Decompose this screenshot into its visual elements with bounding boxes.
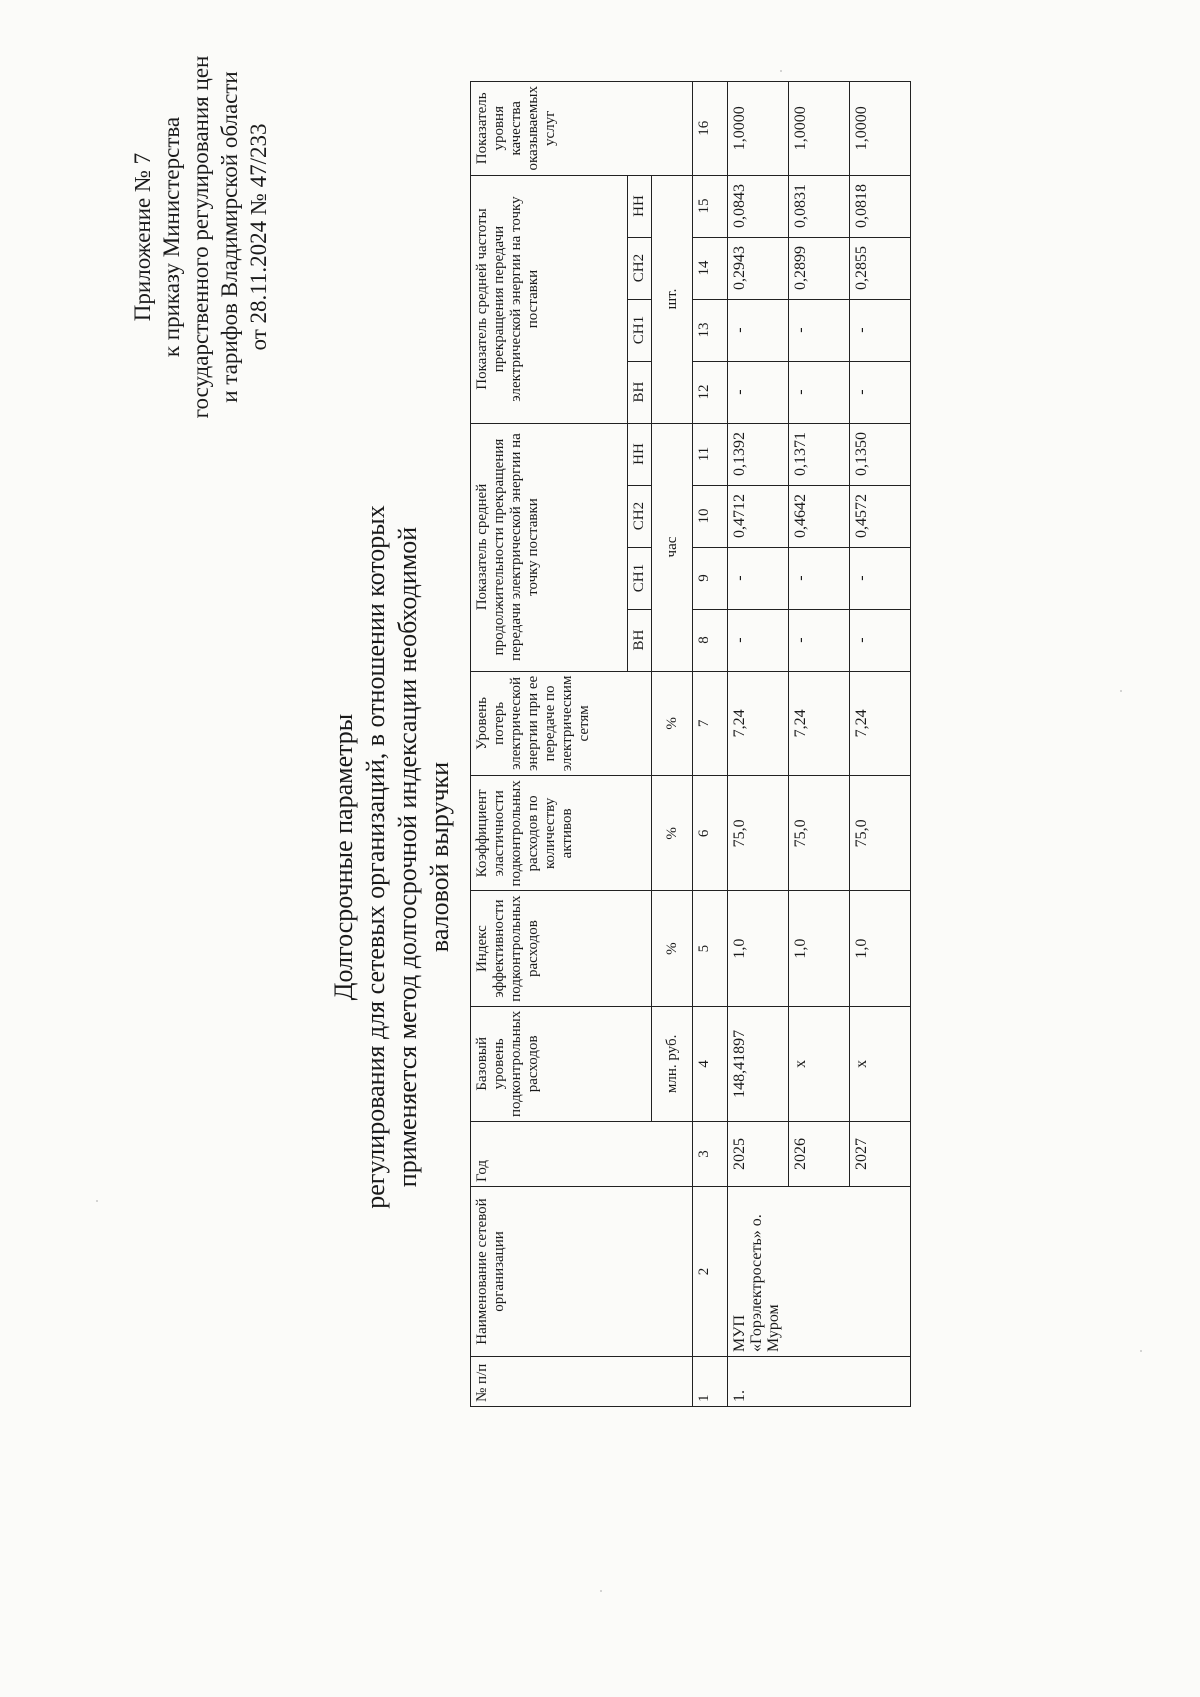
- org-name: МУП «Горэлектросеть» о. Муром: [728, 1187, 911, 1357]
- col-number: 15: [693, 175, 728, 237]
- col-number: 9: [693, 547, 728, 609]
- cell-loss: 7,24: [728, 671, 789, 776]
- title-line-3: применяется метод долгосрочной индексации необходимой: [393, 526, 422, 1188]
- title-line-2: регулирования для сетевых организаций, в отношении которых: [361, 505, 390, 1209]
- cell-coef: 75,0: [728, 776, 789, 891]
- col-number: 1: [693, 1357, 728, 1407]
- cell-freq-nn: 0,0831: [789, 175, 850, 237]
- cell-dur-sn2: 0,4572: [850, 485, 911, 547]
- cell-dur-sn1: -: [850, 547, 911, 609]
- cell-freq-vn: -: [728, 361, 789, 423]
- unit-index: %: [652, 891, 693, 1006]
- cell-freq-vn: -: [789, 361, 850, 423]
- unit-frequency: шт.: [652, 175, 693, 423]
- cell-quality: 1,0000: [728, 82, 789, 175]
- col-number: 13: [693, 299, 728, 361]
- table-row: [728, 82, 789, 1407]
- appendix-line-5: от 28.11.2024 № 47/233: [246, 123, 271, 351]
- cell-dur-vn: -: [728, 609, 789, 671]
- cell-index: 1,0: [789, 891, 850, 1006]
- cell-freq-sn2: 0,2855: [850, 237, 911, 299]
- cell-freq-sn1: -: [789, 299, 850, 361]
- cell-freq-vn: -: [850, 361, 911, 423]
- col-number: 11: [693, 423, 728, 485]
- appendix-line-2: к приказу Министерства: [159, 116, 184, 358]
- cell-dur-nn: 0,1392: [728, 423, 789, 485]
- appendix-line-3: государственного регулирования цен: [188, 55, 213, 419]
- title-line-4: валовой выручки: [425, 761, 454, 953]
- cell-coef: 75,0: [850, 776, 911, 891]
- header-frequency: Показатель средней частоты прекращения передачи электрической энергии на точку поставки: [471, 175, 628, 423]
- cell-base: x: [850, 1006, 911, 1121]
- cell-dur-sn2: 0,4642: [789, 485, 850, 547]
- unit-duration: час: [652, 423, 693, 671]
- parameters-table: [470, 81, 911, 1407]
- cell-freq-sn1: -: [728, 299, 789, 361]
- col-number: 8: [693, 609, 728, 671]
- cell-loss: 7,24: [850, 671, 911, 776]
- cell-year: 2026: [789, 1122, 850, 1187]
- header-num: № п/п: [471, 1357, 693, 1407]
- cell-loss: 7,24: [789, 671, 850, 776]
- cell-dur-nn: 0,1371: [789, 423, 850, 485]
- cell-freq-nn: 0,0843: [728, 175, 789, 237]
- cell-dur-sn1: -: [789, 547, 850, 609]
- voltage-sn1: СН1: [628, 299, 652, 361]
- title-line-1: Долгосрочные параметры: [329, 713, 358, 1001]
- col-number: 6: [693, 776, 728, 891]
- col-number: 10: [693, 485, 728, 547]
- appendix-line-1: Приложение № 7: [130, 152, 155, 322]
- cell-freq-sn1: -: [850, 299, 911, 361]
- cell-index: 1,0: [728, 891, 789, 1006]
- cell-quality: 1,0000: [850, 82, 911, 175]
- col-number: 16: [693, 82, 728, 175]
- header-year: Год: [471, 1122, 693, 1187]
- cell-dur-sn1: -: [728, 547, 789, 609]
- cell-freq-sn2: 0,2899: [789, 237, 850, 299]
- col-number: 5: [693, 891, 728, 1006]
- voltage-vn: ВН: [628, 609, 652, 671]
- header-loss: Уровень потерь электрической энергии при ее передаче по электрическим сетям: [471, 671, 652, 776]
- cell-dur-vn: -: [789, 609, 850, 671]
- cell-index: 1,0: [850, 891, 911, 1006]
- cell-year: 2025: [728, 1122, 789, 1187]
- voltage-sn2: СН2: [628, 485, 652, 547]
- appendix-line-4: и тарифов Владимирской области: [217, 71, 242, 403]
- unit-base: млн. руб.: [652, 1006, 693, 1121]
- cell-base: 148,41897: [728, 1006, 789, 1121]
- header-base: Базовый уровень подконтрольных расходов: [471, 1006, 652, 1121]
- unit-coef: %: [652, 776, 693, 891]
- col-number: 4: [693, 1006, 728, 1121]
- cell-year: 2027: [850, 1122, 911, 1187]
- column-number-row: [693, 82, 728, 1407]
- unit-loss: %: [652, 671, 693, 776]
- voltage-nn: НН: [628, 423, 652, 485]
- voltage-nn: НН: [628, 175, 652, 237]
- cell-freq-sn2: 0,2943: [728, 237, 789, 299]
- cell-dur-nn: 0,1350: [850, 423, 911, 485]
- voltage-sn2: СН2: [628, 237, 652, 299]
- appendix-block: [128, 27, 273, 447]
- cell-base: x: [789, 1006, 850, 1121]
- header-name: Наименование сетевой организации: [471, 1187, 693, 1357]
- col-number: 7: [693, 671, 728, 776]
- col-number: 12: [693, 361, 728, 423]
- cell-dur-sn2: 0,4712: [728, 485, 789, 547]
- col-number: 14: [693, 237, 728, 299]
- col-number: 3: [693, 1122, 728, 1187]
- voltage-vn: ВН: [628, 361, 652, 423]
- header-coef: Коэффициент эластичности подконтрольных расходов по количеству активов: [471, 776, 652, 891]
- cell-dur-vn: -: [850, 609, 911, 671]
- org-num: 1.: [728, 1357, 911, 1407]
- header-row: [471, 82, 628, 1407]
- cell-coef: 75,0: [789, 776, 850, 891]
- header-index: Индекс эффективности подконтрольных расходов: [471, 891, 652, 1006]
- document-title: [328, 312, 456, 1402]
- col-number: 2: [693, 1187, 728, 1357]
- cell-quality: 1,0000: [789, 82, 850, 175]
- header-duration: Показатель средней продолжительности прекращения передачи электрической энергии на точку поставки: [471, 423, 628, 671]
- header-quality: Показатель уровня качества оказываемых услуг: [471, 82, 693, 175]
- voltage-sn1: СН1: [628, 547, 652, 609]
- cell-freq-nn: 0,0818: [850, 175, 911, 237]
